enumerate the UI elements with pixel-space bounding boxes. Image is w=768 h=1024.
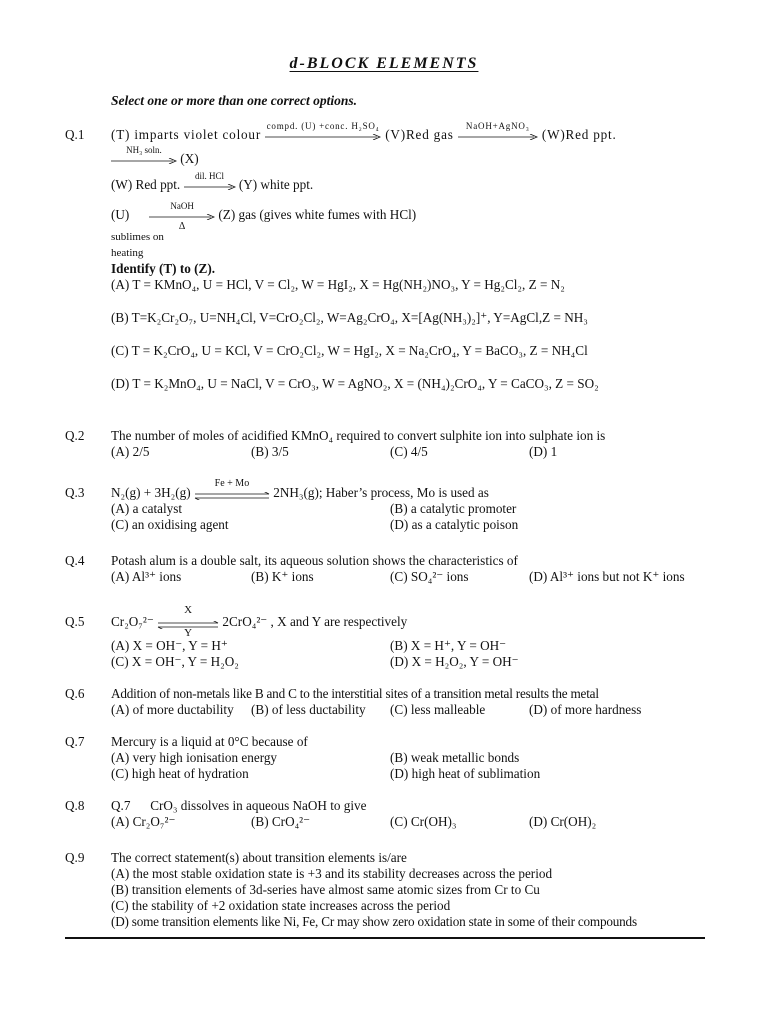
question-number: Q.2 bbox=[65, 428, 85, 443]
option-a: (A) Cr₂O₇²⁻ bbox=[111, 814, 176, 829]
question-number: Q.5 bbox=[65, 614, 85, 629]
q5-right: 2CrO₄²⁻ , X and Y are respectively bbox=[222, 614, 408, 629]
question-number: Q.7 bbox=[65, 734, 85, 749]
q3-left: N₂(g) + 3H₂(g) bbox=[111, 485, 191, 500]
q1-v-text: (V)Red gas bbox=[385, 127, 454, 142]
reaction-arrow bbox=[149, 200, 215, 232]
q1-option-d: (D) T = K₂MnO₄, U = NaCl, V = CrO₃, W = AgNO₂, X = (NH₄)₂CrO₄, Y = CaCO₃, Z = SO₂ bbox=[111, 376, 599, 391]
option-b: (B) K⁺ ions bbox=[251, 569, 314, 584]
question-text: The number of moles of acidified KMnO₄ required to convert sulphite ion into sulphate ion is bbox=[111, 428, 606, 443]
arrow-top-label: X bbox=[184, 603, 193, 616]
question-text: Potash alum is a double salt, its aqueous solution shows the characteristics of bbox=[111, 553, 518, 568]
q1-option-c: (C) T = K₂CrO₄, U = KCl, V = CrO₂Cl₂, W = HgI₂, X = Na₂CrO₄, Y = BaCO₃, Z = NH₄Cl bbox=[111, 343, 588, 358]
option-c: (C) 4/5 bbox=[390, 444, 428, 459]
question-text: Q.7 CrO₃ dissolves in aqueous NaOH to give bbox=[111, 798, 367, 813]
instruction-text: Select one or more than one correct options. bbox=[111, 93, 357, 108]
arrow-label: dil. HCl bbox=[195, 170, 225, 181]
arrow-below-label: Δ bbox=[178, 220, 186, 232]
arrow-label: NaOH bbox=[170, 200, 194, 211]
reaction-arrow bbox=[265, 120, 381, 144]
footer-rule bbox=[65, 937, 705, 939]
question-text: The correct statement(s) about transition elements is/are bbox=[111, 850, 407, 865]
option-d: (D) X = H₂O₂, Y = OH⁻ bbox=[390, 654, 519, 669]
option-a: (A) the most stable oxidation state is +3 and its stability decreases across the period bbox=[111, 866, 553, 881]
reaction-arrow bbox=[111, 144, 177, 168]
arrow-bottom-label: Y bbox=[184, 626, 193, 639]
option-a: (A) 2/5 bbox=[111, 444, 150, 459]
q1-line2-b: (Y) white ppt. bbox=[238, 177, 314, 192]
q3-right: 2NH₃(g); Haber’s process, Mo is used as bbox=[273, 485, 489, 500]
arrow-label: NH₃ soln. bbox=[126, 144, 162, 155]
option-d: (D) of more hardness bbox=[529, 702, 642, 717]
question-number: Q.3 bbox=[65, 485, 85, 500]
option-d: (D) some transition elements like Ni, Fe, Cr may show zero oxidation state in some of their compounds bbox=[111, 914, 637, 929]
q1-identify: Identify (T) to (Z). bbox=[111, 261, 216, 276]
option-c: (C) an oxidising agent bbox=[111, 517, 229, 532]
option-c: (C) less malleable bbox=[390, 702, 486, 717]
reaction-arrow bbox=[458, 120, 538, 144]
q1-note-1: sublimes on bbox=[111, 231, 164, 243]
option-d: (D) Cr(OH)₂ bbox=[529, 814, 597, 829]
option-b: (B) a catalytic promoter bbox=[390, 501, 517, 516]
question-number: Q.6 bbox=[65, 686, 85, 701]
q1-line2-a: (W) Red ppt. bbox=[111, 177, 181, 192]
arrow-label: Fe + Mo bbox=[214, 477, 250, 489]
reaction-arrow bbox=[184, 170, 236, 194]
option-b: (B) CrO₄²⁻ bbox=[251, 814, 311, 829]
option-c: (C) Cr(OH)₃ bbox=[390, 814, 457, 829]
option-c: (C) SO₄²⁻ ions bbox=[390, 569, 469, 584]
option-a: (A) X = OH⁻, Y = H⁺ bbox=[111, 638, 228, 653]
equilibrium-arrow bbox=[194, 477, 270, 502]
q1-w-text: (W)Red ppt. bbox=[541, 127, 617, 142]
q1-option-a: (A) T = KMnO₄, U = HCl, V = Cl₂, W = HgI₂, X = Hg(NH₂)NO₃, Y = Hg₂Cl₂, Z = N₂ bbox=[111, 277, 565, 292]
arrow-label: NaOH+AgNO₃ bbox=[465, 120, 530, 131]
option-a: (A) very high ionisation energy bbox=[111, 750, 278, 765]
question-number: Q.4 bbox=[65, 553, 85, 568]
question-text: Addition of non-metals like B and C to the interstitial sites of a transition metal results the metal bbox=[111, 686, 599, 701]
q1-x-text: (X) bbox=[180, 151, 199, 166]
q1-t-text: (T) imparts violet colour bbox=[111, 127, 262, 142]
option-b: (B) of less ductability bbox=[251, 702, 366, 717]
question-number: Q.1 bbox=[65, 127, 85, 142]
q1-line3-a: (U) bbox=[111, 207, 130, 222]
option-b: (B) X = H⁺, Y = OH⁻ bbox=[390, 638, 507, 653]
q5-left: Cr₂O₇²⁻ bbox=[111, 614, 154, 629]
option-a: (A) Al³⁺ ions bbox=[111, 569, 182, 584]
option-a: (A) of more ductability bbox=[111, 702, 234, 717]
option-d: (D) 1 bbox=[529, 444, 558, 459]
q1-line3-b: (Z) gas (gives white fumes with HCl) bbox=[218, 207, 417, 222]
q1-note-2: heating bbox=[111, 247, 144, 259]
option-c: (C) the stability of +2 oxidation state increases across the period bbox=[111, 898, 451, 913]
option-c: (C) high heat of hydration bbox=[111, 766, 249, 781]
option-b: (B) 3/5 bbox=[251, 444, 289, 459]
q1-option-b: (B) T=K₂Cr₂O₇, U=NH₄Cl, V=CrO₂Cl₂, W=Ag₂CrO₄, X=[Ag(NH₃)₂]⁺, Y=AgCl,Z = NH₃ bbox=[111, 310, 588, 325]
question-number: Q.8 bbox=[65, 798, 85, 813]
option-b: (B) weak metallic bonds bbox=[390, 750, 520, 765]
equilibrium-arrow bbox=[157, 603, 219, 639]
question-number: Q.9 bbox=[65, 850, 85, 865]
option-c: (C) X = OH⁻, Y = H₂O₂ bbox=[111, 654, 239, 669]
question-text: Mercury is a liquid at 0°C because of bbox=[111, 734, 308, 749]
option-d: (D) high heat of sublimation bbox=[390, 766, 541, 781]
option-a: (A) a catalyst bbox=[111, 501, 183, 516]
arrow-label: compd. (U) +conc. H₂SO₄ bbox=[266, 120, 380, 131]
option-d: (D) Al³⁺ ions but not K⁺ ions bbox=[529, 569, 685, 584]
page-title: d-BLOCK ELEMENTS bbox=[289, 55, 479, 72]
option-d: (D) as a catalytic poison bbox=[390, 517, 519, 532]
option-b: (B) transition elements of 3d-series have almost same atomic sizes from Cr to Cu bbox=[111, 882, 540, 897]
